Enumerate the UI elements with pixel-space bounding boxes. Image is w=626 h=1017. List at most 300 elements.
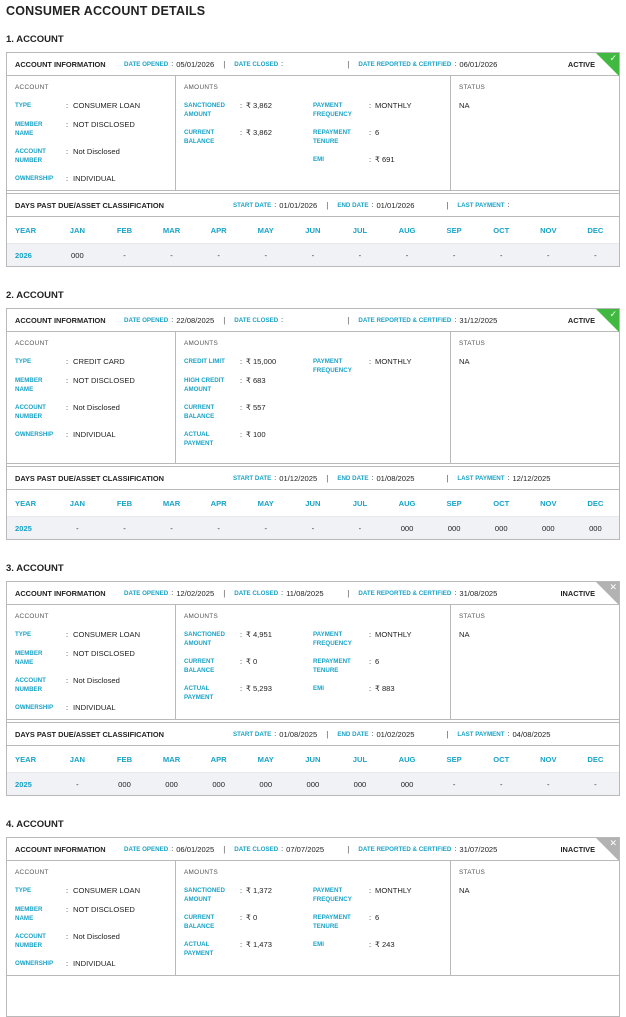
end-date — [337, 730, 437, 739]
amounts-column — [176, 332, 451, 463]
amount-row — [184, 630, 313, 648]
amount-row — [313, 940, 442, 950]
account-status-badge: ACTIVE — [567, 60, 595, 69]
member-name-label: MEMBER NAME — [15, 650, 43, 666]
colon: : — [371, 201, 374, 209]
month-value: 000 — [400, 523, 414, 533]
amount-value: ₹ 691 — [375, 155, 395, 164]
amounts-grid — [184, 886, 442, 967]
amounts-grid — [184, 357, 442, 457]
month-header: DEC — [587, 225, 604, 235]
colon: : — [368, 155, 372, 164]
month-header: DEC — [587, 498, 604, 508]
colon: : — [368, 913, 372, 922]
month-value: - — [452, 250, 456, 260]
month-value: - — [547, 250, 550, 260]
year-value: 2026 — [15, 250, 32, 260]
amount-row — [184, 101, 313, 119]
month-value: - — [264, 523, 268, 533]
month-header: MAY — [257, 225, 274, 235]
end-date-value: 01/08/2025 — [376, 473, 415, 483]
amounts-right — [313, 357, 442, 457]
amount-value: ₹ 5,293 — [246, 684, 272, 693]
amount-row — [184, 357, 313, 367]
colon: : — [239, 403, 243, 412]
amount-label: REPAYMENT TENURE — [313, 658, 351, 674]
status-value: NA — [459, 101, 470, 110]
month-value: - — [170, 250, 173, 260]
amounts-right — [313, 630, 442, 711]
dpd-title: DAYS PAST DUE/ASSET CLASSIFICATION — [15, 200, 164, 210]
account-block — [6, 290, 620, 540]
month-value: 000 — [400, 779, 414, 789]
account-info-title: ACCOUNT INFORMATION — [15, 844, 106, 854]
amounts-left — [184, 357, 313, 457]
colon: : — [239, 940, 243, 949]
month-header: JAN — [69, 225, 85, 235]
month-value: 000 — [353, 779, 367, 789]
account-status-badge: INACTIVE — [560, 589, 595, 598]
last-payment — [457, 730, 550, 739]
status-column-heading: STATUS — [459, 869, 486, 876]
amount-label: SANCTIONED AMOUNT — [184, 102, 225, 118]
check-icon: ✓ — [609, 53, 617, 63]
amount-label: REPAYMENT TENURE — [313, 914, 351, 930]
colon: : — [239, 357, 243, 366]
month-header: MAY — [257, 498, 274, 508]
start-date-value: 01/12/2025 — [279, 473, 318, 483]
colon: : — [368, 357, 372, 366]
month-header: AUG — [398, 754, 416, 764]
account-info-bar — [7, 838, 619, 861]
member-name-label: MEMBER NAME — [15, 377, 43, 393]
colon: : — [65, 357, 69, 366]
last-payment-label: LAST PAYMENT — [457, 730, 505, 738]
status-value: NA — [459, 886, 470, 895]
amount-value: MONTHLY — [375, 357, 412, 366]
date-closed — [234, 317, 338, 324]
account-column-heading: ACCOUNT — [15, 84, 49, 91]
amount-row — [313, 101, 442, 119]
colon: : — [281, 845, 284, 853]
month-value: - — [76, 523, 79, 533]
month-header: JUL — [352, 498, 368, 508]
amount-row — [313, 128, 442, 146]
date-opened-label: DATE OPENED — [124, 316, 169, 324]
member-name-label: MEMBER NAME — [15, 906, 43, 922]
colon: : — [65, 630, 69, 639]
amount-label: EMI — [313, 156, 325, 163]
month-header: OCT — [493, 498, 510, 508]
account-number-value: Not Disclosed — [73, 403, 120, 412]
month-header: SEP — [446, 498, 462, 508]
colon: : — [368, 630, 372, 639]
account-info-title: ACCOUNT INFORMATION — [15, 315, 106, 325]
month-header: NOV — [540, 498, 557, 508]
amount-label: PAYMENT FREQUENCY — [313, 358, 352, 374]
separator: | — [446, 473, 449, 483]
colon: : — [368, 684, 372, 693]
dpd-bar — [7, 193, 619, 217]
month-header: MAR — [162, 754, 181, 764]
account-column — [7, 76, 176, 190]
amounts-grid — [184, 630, 442, 711]
last-payment-value: 04/08/2025 — [512, 729, 551, 739]
end-date-value: 01/01/2026 — [376, 200, 415, 210]
month-value: - — [217, 523, 220, 533]
separator: | — [347, 59, 350, 69]
status-column-heading: STATUS — [459, 613, 486, 620]
amount-value: 6 — [375, 913, 380, 922]
month-value: - — [311, 523, 315, 533]
amount-label: CREDIT LIMIT — [184, 358, 225, 365]
amounts-column-heading: AMOUNTS — [184, 84, 219, 91]
month-value: - — [76, 779, 79, 789]
amount-value: ₹ 1,372 — [246, 886, 272, 895]
date-closed-label: DATE CLOSED — [234, 316, 279, 324]
account-number-label: ACCOUNT NUMBER — [15, 148, 46, 164]
member-name-row — [15, 649, 167, 667]
last-payment — [457, 474, 550, 483]
account-details — [7, 332, 619, 464]
colon: : — [239, 376, 243, 385]
amount-row — [184, 376, 313, 394]
last-payment-label: LAST PAYMENT — [457, 201, 505, 209]
colon: : — [239, 684, 243, 693]
month-header: FEB — [116, 754, 133, 764]
month-value: - — [452, 779, 456, 789]
separator: | — [223, 315, 226, 325]
colon: : — [65, 120, 69, 129]
month-value: - — [264, 250, 268, 260]
amount-row — [184, 913, 313, 931]
amount-value: ₹ 1,473 — [246, 940, 272, 949]
month-value: 000 — [259, 779, 273, 789]
account-number-row — [15, 147, 167, 165]
month-header: SEP — [446, 225, 462, 235]
date-closed-label: DATE CLOSED — [234, 60, 279, 68]
amount-label: SANCTIONED AMOUNT — [184, 631, 225, 647]
type-label: TYPE — [15, 887, 32, 894]
type-row — [15, 357, 167, 367]
month-header: NOV — [540, 754, 557, 764]
amount-value: ₹ 3,862 — [246, 128, 272, 137]
month-header: SEP — [446, 754, 462, 764]
colon: : — [368, 886, 372, 895]
amount-label: CURRENT BALANCE — [184, 129, 215, 145]
month-header: JUN — [305, 225, 321, 235]
type-row — [15, 630, 167, 640]
check-icon: ✓ — [609, 309, 617, 319]
month-value: - — [311, 250, 315, 260]
ownership-row — [15, 703, 167, 713]
account-column — [7, 332, 176, 463]
account-column-heading: ACCOUNT — [15, 613, 49, 620]
status-column — [451, 605, 619, 719]
dpd-title: DAYS PAST DUE/ASSET CLASSIFICATION — [15, 729, 164, 739]
amounts-left — [184, 101, 313, 174]
colon: : — [65, 703, 69, 712]
colon: : — [65, 676, 69, 685]
account-block — [6, 563, 620, 796]
type-value: CONSUMER LOAN — [73, 101, 141, 110]
card-continuation — [7, 976, 619, 1016]
amounts-right — [313, 886, 442, 967]
ownership-value: INDIVIDUAL — [73, 703, 116, 712]
amount-label: EMI — [313, 685, 325, 692]
account-info-title: ACCOUNT INFORMATION — [15, 59, 106, 69]
account-number-row — [15, 403, 167, 421]
year-header: YEAR — [15, 498, 37, 508]
amount-value: ₹ 557 — [246, 403, 266, 412]
last-payment — [457, 202, 512, 209]
amount-label: CURRENT BALANCE — [184, 658, 215, 674]
date-opened-label: DATE OPENED — [124, 589, 169, 597]
status-column — [451, 76, 619, 190]
date-reported — [358, 316, 497, 325]
page-title: CONSUMER ACCOUNT DETAILS — [6, 4, 206, 18]
amount-label: PAYMENT FREQUENCY — [313, 887, 352, 903]
date-opened — [124, 845, 214, 854]
colon: : — [65, 649, 69, 658]
colon: : — [171, 60, 174, 68]
amounts-column — [176, 605, 451, 719]
separator: | — [347, 844, 350, 854]
colon: : — [454, 589, 457, 597]
colon: : — [65, 905, 69, 914]
separator: | — [223, 844, 226, 854]
month-value: - — [547, 779, 550, 789]
date-reported-value: 31/08/2025 — [459, 588, 498, 598]
date-reported-label: DATE REPORTED & CERTIFIED — [358, 60, 452, 68]
amount-label: HIGH CREDIT AMOUNT — [184, 377, 225, 393]
separator: | — [223, 588, 226, 598]
separator: | — [223, 59, 226, 69]
months-header-row — [7, 217, 619, 243]
member-name-row — [15, 905, 167, 923]
amounts-column — [176, 861, 451, 975]
ownership-value: INDIVIDUAL — [73, 174, 116, 183]
type-row — [15, 886, 167, 896]
amounts-column-heading: AMOUNTS — [184, 340, 219, 347]
last-payment-label: LAST PAYMENT — [457, 474, 505, 482]
amounts-left — [184, 630, 313, 711]
start-date-value: 01/01/2026 — [279, 200, 318, 210]
date-closed — [234, 845, 338, 854]
year-header: YEAR — [15, 754, 37, 764]
amount-row — [313, 155, 442, 165]
date-opened-label: DATE OPENED — [124, 845, 169, 853]
account-number-row — [15, 676, 167, 694]
start-date — [233, 730, 317, 739]
colon: : — [281, 589, 284, 597]
colon: : — [368, 128, 372, 137]
account-status-badge: INACTIVE — [560, 845, 595, 854]
amount-value: ₹ 683 — [246, 376, 266, 385]
colon: : — [171, 589, 174, 597]
month-header: JAN — [69, 498, 85, 508]
start-date — [233, 474, 317, 483]
type-row — [15, 101, 167, 111]
amounts-left — [184, 886, 313, 967]
month-header: MAR — [162, 225, 181, 235]
amount-value: ₹ 0 — [246, 657, 258, 666]
ownership-label: OWNERSHIP — [15, 175, 54, 182]
account-column-heading: ACCOUNT — [15, 869, 49, 876]
dpd-bar — [7, 466, 619, 490]
colon: : — [368, 101, 372, 110]
date-opened — [124, 316, 214, 325]
member-name-row — [15, 376, 167, 394]
ownership-label: OWNERSHIP — [15, 704, 54, 711]
month-header: APR — [210, 754, 227, 764]
status-column-heading: STATUS — [459, 340, 486, 347]
amount-row — [184, 684, 313, 702]
status-value: NA — [459, 357, 470, 366]
status-column — [451, 861, 619, 975]
member-name-value: NOT DISCLOSED — [73, 905, 135, 914]
month-value: 000 — [541, 523, 555, 533]
close-icon: ✕ — [609, 838, 617, 848]
separator: | — [326, 729, 329, 739]
end-date-label: END DATE — [337, 474, 369, 482]
ownership-row — [15, 959, 167, 969]
amount-value: ₹ 100 — [246, 430, 266, 439]
member-name-label: MEMBER NAME — [15, 121, 43, 137]
month-value: - — [358, 250, 362, 260]
colon: : — [274, 730, 277, 738]
type-label: TYPE — [15, 631, 32, 638]
dpd-title: DAYS PAST DUE/ASSET CLASSIFICATION — [15, 473, 164, 483]
colon: : — [274, 474, 277, 482]
colon: : — [281, 60, 284, 68]
account-heading: 4. ACCOUNT — [6, 819, 64, 830]
month-value: 000 — [165, 779, 178, 789]
end-date-label: END DATE — [337, 730, 369, 738]
month-value: - — [594, 779, 597, 789]
amount-row — [184, 403, 313, 421]
months-values-row — [7, 516, 619, 539]
type-label: TYPE — [15, 102, 32, 109]
date-reported-label: DATE REPORTED & CERTIFIED — [358, 589, 452, 597]
amount-row — [313, 657, 442, 675]
colon: : — [239, 886, 243, 895]
amount-row — [184, 128, 313, 146]
month-header: APR — [210, 498, 227, 508]
colon: : — [239, 657, 243, 666]
dpd-bar — [7, 722, 619, 746]
separator: | — [326, 200, 329, 210]
amount-value: ₹ 3,862 — [246, 101, 272, 110]
amount-row — [184, 940, 313, 958]
colon: : — [65, 932, 69, 941]
colon: : — [454, 60, 457, 68]
month-value: - — [499, 779, 503, 789]
months-values-row — [7, 243, 619, 266]
date-reported — [358, 60, 497, 69]
colon: : — [507, 474, 510, 482]
member-name-value: NOT DISCLOSED — [73, 120, 135, 129]
months-header-row — [7, 746, 619, 772]
account-number-label: ACCOUNT NUMBER — [15, 404, 46, 420]
colon: : — [239, 430, 243, 439]
amount-value: ₹ 883 — [375, 684, 395, 693]
date-reported-label: DATE REPORTED & CERTIFIED — [358, 316, 452, 324]
account-details — [7, 605, 619, 720]
month-header: APR — [210, 225, 227, 235]
colon: : — [239, 913, 243, 922]
ownership-label: OWNERSHIP — [15, 960, 54, 967]
amount-value: 6 — [375, 657, 380, 666]
ownership-label: OWNERSHIP — [15, 431, 54, 438]
amount-row — [313, 630, 442, 648]
account-number-row — [15, 932, 167, 950]
amount-row — [313, 684, 442, 694]
separator: | — [446, 200, 449, 210]
last-payment-value: 12/12/2025 — [512, 473, 551, 483]
account-number-value: Not Disclosed — [73, 676, 120, 685]
type-value: CONSUMER LOAN — [73, 630, 141, 639]
amount-row — [184, 886, 313, 904]
end-date — [337, 201, 437, 210]
month-value: 000 — [306, 779, 320, 789]
account-card — [6, 52, 620, 267]
account-details — [7, 76, 619, 191]
months-header-row — [7, 490, 619, 516]
separator: | — [347, 315, 350, 325]
account-info-bar — [7, 309, 619, 332]
amount-row — [184, 430, 313, 448]
month-header: JUL — [352, 754, 368, 764]
month-value: 000 — [118, 779, 131, 789]
colon: : — [171, 316, 174, 324]
year-header: YEAR — [15, 225, 37, 235]
date-closed — [234, 589, 338, 598]
amounts-column-heading: AMOUNTS — [184, 613, 219, 620]
separator: | — [326, 473, 329, 483]
date-opened-value: 22/08/2025 — [176, 315, 215, 325]
date-closed-label: DATE CLOSED — [234, 845, 279, 853]
month-value: 000 — [212, 779, 225, 789]
date-opened — [124, 60, 214, 69]
date-opened-value: 05/01/2026 — [176, 59, 215, 69]
member-name-value: NOT DISCLOSED — [73, 376, 135, 385]
date-opened — [124, 589, 214, 598]
year-value: 2025 — [15, 779, 32, 789]
date-opened-value: 06/01/2025 — [176, 844, 215, 854]
end-date — [337, 474, 437, 483]
colon: : — [454, 316, 457, 324]
account-column — [7, 861, 176, 975]
month-value: - — [123, 250, 126, 260]
colon: : — [368, 940, 372, 949]
account-number-label: ACCOUNT NUMBER — [15, 933, 46, 949]
amount-value: ₹ 4,951 — [246, 630, 272, 639]
month-header: MAY — [257, 754, 274, 764]
amount-value: 6 — [375, 128, 380, 137]
start-date-label: START DATE — [233, 201, 272, 209]
colon: : — [274, 201, 277, 209]
month-header: OCT — [493, 754, 510, 764]
amount-label: ACTUAL PAYMENT — [184, 685, 214, 701]
amount-value: MONTHLY — [375, 630, 412, 639]
account-heading: 3. ACCOUNT — [6, 563, 64, 574]
colon: : — [507, 201, 510, 209]
date-reported-value: 31/12/2025 — [459, 315, 498, 325]
account-number-value: Not Disclosed — [73, 147, 120, 156]
month-header: JUN — [305, 754, 321, 764]
end-date-value: 01/02/2025 — [376, 729, 415, 739]
